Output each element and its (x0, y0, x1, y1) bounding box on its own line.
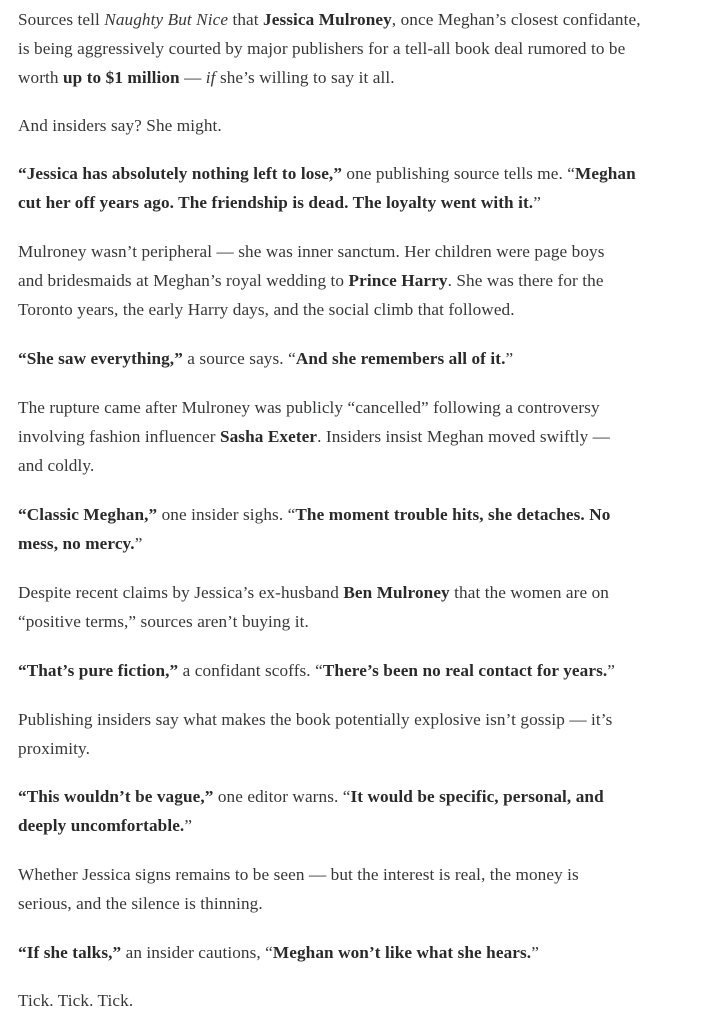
paragraph-rupture: The rupture came after Mulroney was publicly “cancelled” following a controversy involving fashion influencer Sasha Exeter. Insiders insist Meghan moved swiftly — and coldly. (18, 398, 610, 476)
paragraph-tick-tick: Tick. Tick. Tick. (18, 991, 134, 1010)
name-prince-harry: Prince Harry (348, 271, 448, 291)
paragraph-inner-sanctum: Mulroney wasn’t peripheral — she was inner sanctum. Her children were page boys and bridesmaids at Meghan’s royal wedding to Prince Harry. She was there for the Toronto years, the early Harry days, and the social climb that followed. (18, 242, 605, 320)
name-sasha-exeter: Sasha Exeter (219, 427, 318, 447)
paragraph-quote-not-vague: “This wouldn’t be vague,” one editor warns. “It would be specific, personal, and deeply uncomfortable.” (18, 787, 604, 836)
publication-name: Naughty But Nice (104, 10, 229, 29)
name-jessica-mulroney: Jessica Mulroney (263, 10, 392, 29)
paragraph-sources: Sources tell Naughty But Nice that Jessica Mulroney, once Meghan’s closest confidante, is being aggressively courted by major publishers for a tell-all book deal rumored to be worth up to $1 million — if she’s willing to say it all. (18, 10, 641, 88)
paragraph-quote-if-she-talks: “If she talks,” an insider cautions, “Meghan won’t like what she hears.” (18, 943, 539, 962)
paragraph-proximity: Publishing insiders say what makes the book potentially explosive isn’t gossip — it’s proximity. (18, 710, 613, 759)
paragraph-insiders: And insiders say? She might. (18, 116, 222, 135)
paragraph-quote-nothing-to-lose: “Jessica has absolutely nothing left to lose,” one publishing source tells me. “Meghan cut her off years ago. The friendship is dead. The loyalty went with it.” (18, 164, 636, 213)
paragraph-ex-husband: Despite recent claims by Jessica’s ex-husband Ben Mulroney that the women are on “positive terms,” sources aren’t buying it. (18, 583, 609, 632)
paragraph-quote-saw-everything: “She saw everything,” a source says. “And she remembers all of it.” (18, 349, 514, 368)
paragraph-quote-pure-fiction: “That’s pure fiction,” a confidant scoffs. “There’s been no real contact for years.” (18, 661, 615, 680)
paragraph-whether-signs: Whether Jessica signs remains to be seen — but the interest is real, the money is serious, and the silence is thinning. (18, 865, 579, 914)
deal-amount: up to $1 million (63, 68, 180, 88)
paragraph-quote-classic-meghan: “Classic Meghan,” one insider sighs. “The moment trouble hits, she detaches. No mess, no mercy.” (18, 505, 611, 554)
name-ben-mulroney: Ben Mulroney (343, 583, 450, 602)
